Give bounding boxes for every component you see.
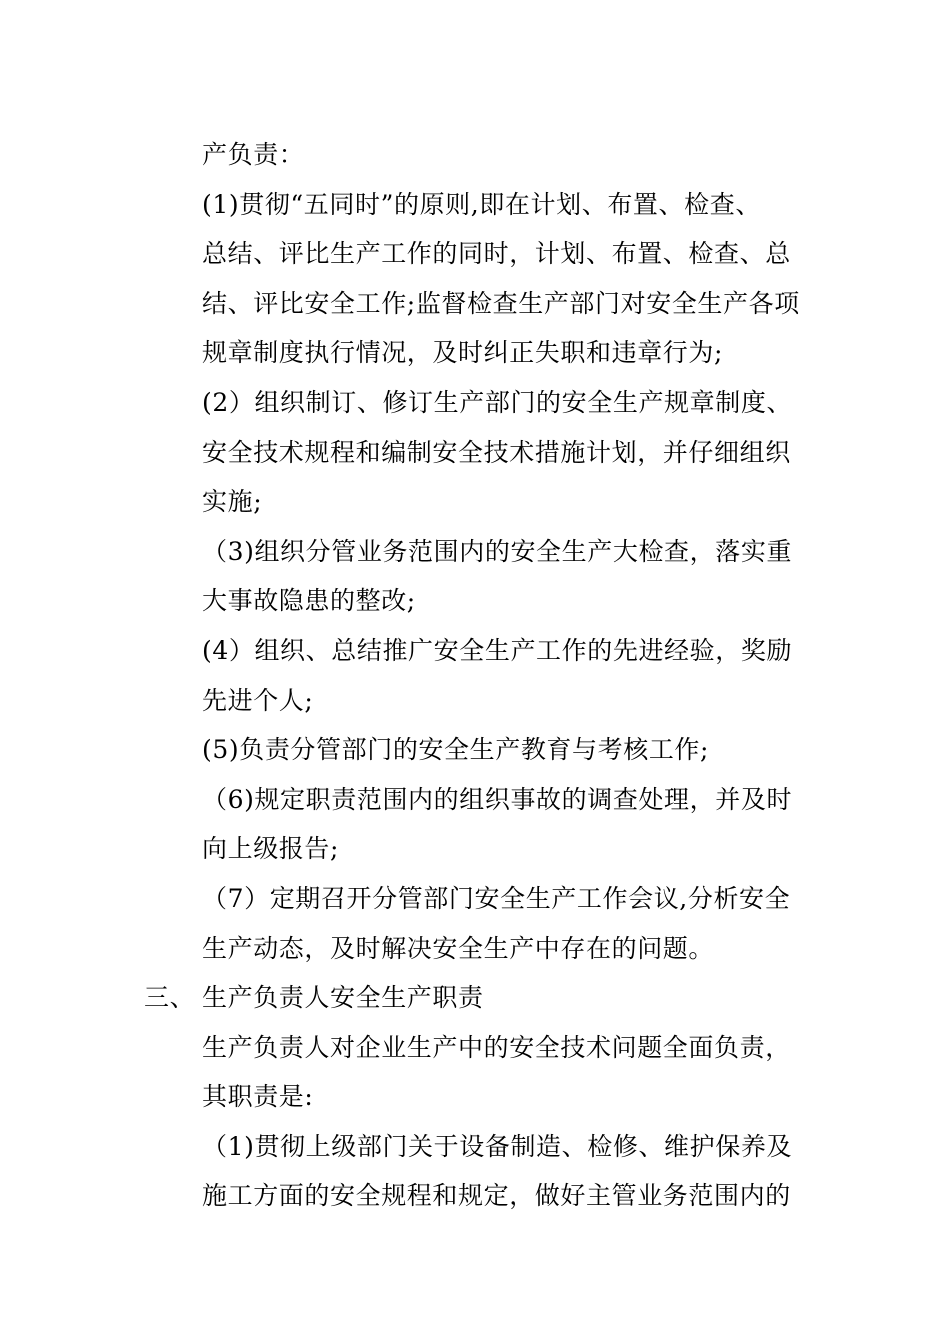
text-line: 大事故隐患的整改; bbox=[202, 586, 416, 616]
text-line: 实施; bbox=[202, 487, 263, 517]
text-line: (1)贯彻“五同时”的原则,即在计划、布置、检查、 bbox=[202, 189, 761, 219]
text-line: 向上级报告; bbox=[202, 834, 340, 864]
text-line: 施工方面的安全规程和规定，做好主管业务范围内的 bbox=[202, 1181, 791, 1211]
text-line: 生产负责人对企业生产中的安全技术问题全面负责， bbox=[202, 1032, 791, 1062]
text-line: 先进个人; bbox=[202, 685, 314, 715]
section-number: 三、 bbox=[144, 983, 196, 1013]
text-line: （6)规定职责范围内的组织事故的调查处理，并及时 bbox=[202, 784, 793, 814]
text-line: 安全技术规程和编制安全技术措施计划，并仔细组织 bbox=[202, 437, 791, 467]
text-line: 生产动态，及时解决安全生产中存在的问题。 bbox=[202, 933, 715, 963]
text-line: (4）组织、总结推广安全生产工作的先进经验，奖励 bbox=[202, 635, 793, 665]
text-line: （3)组织分管业务范围内的安全生产大检查，落实重 bbox=[202, 536, 793, 566]
section-heading bbox=[144, 973, 814, 1023]
text-line: 产负责： bbox=[202, 140, 305, 169]
text-line: (2）组织制订、修订生产部门的安全生产规章制度、 bbox=[202, 387, 793, 417]
text-line: (5)负责分管部门的安全生产教育与考核工作; bbox=[202, 735, 710, 765]
text-line: （1)贯彻上级部门关于设备制造、检修、维护保养及 bbox=[202, 1131, 793, 1161]
section-title: 生产负责人安全生产职责 bbox=[202, 983, 484, 1013]
text-line: （7）定期召开分管部门安全生产工作会议,分析安全 bbox=[202, 883, 791, 913]
text-line: 总结、评比生产工作的同时，计划、布置、检查、总 bbox=[202, 239, 791, 269]
document-body bbox=[144, 130, 814, 1221]
text-line: 其职责是: bbox=[202, 1082, 314, 1112]
text-line: 结、评比安全工作;监督检查生产部门对安全生产各项 bbox=[202, 288, 800, 318]
text-line: 规章制度执行情况，及时纠正失职和违章行为; bbox=[202, 338, 724, 368]
